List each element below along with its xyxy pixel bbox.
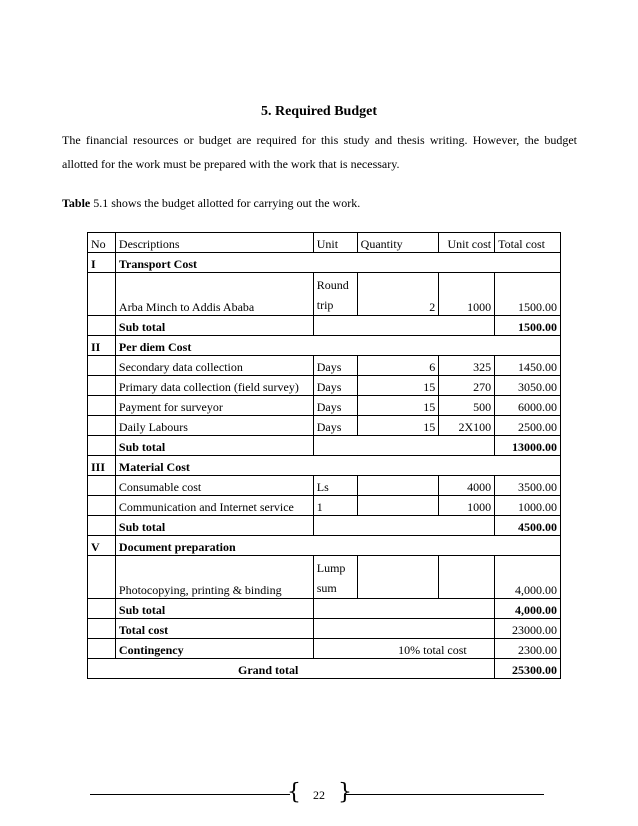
subtotal-row bbox=[88, 599, 561, 619]
table-caption bbox=[62, 196, 360, 211]
cell-unit-cost bbox=[439, 556, 495, 599]
table-row bbox=[88, 476, 561, 496]
cell-description: Daily Labours bbox=[115, 416, 313, 436]
cell-description: Communication and Internet service bbox=[115, 496, 313, 516]
cell-unit: Lump sum bbox=[313, 556, 357, 599]
header-total-cost: Total cost bbox=[495, 233, 561, 253]
cell-total-cost: 3050.00 bbox=[495, 376, 561, 396]
cell-unit-cost: 270 bbox=[439, 376, 495, 396]
header-no: No bbox=[88, 233, 116, 253]
right-brace-ornament: } bbox=[338, 780, 352, 805]
section-row bbox=[88, 536, 561, 556]
cell-description: Photocopying, printing & binding bbox=[115, 556, 313, 599]
cell-no bbox=[88, 416, 116, 436]
table-row bbox=[88, 396, 561, 416]
cell-quantity: 2 bbox=[357, 273, 439, 316]
grand-total-row bbox=[88, 659, 561, 679]
cell-unit: Ls bbox=[313, 476, 357, 496]
grand-total-label: Grand total bbox=[88, 659, 495, 679]
section-row bbox=[88, 456, 561, 476]
table-row bbox=[88, 416, 561, 436]
cell-quantity bbox=[357, 556, 439, 599]
section-row bbox=[88, 253, 561, 273]
section-title: Per diem Cost bbox=[115, 336, 560, 356]
cell-unit-cost: 2X100 bbox=[439, 416, 495, 436]
cell-description: Payment for surveyor bbox=[115, 396, 313, 416]
cell-total-cost: 2500.00 bbox=[495, 416, 561, 436]
cell-unit: 1 bbox=[313, 496, 357, 516]
subtotal-value: 4,000.00 bbox=[495, 599, 561, 619]
subtotal-label: Sub total bbox=[115, 599, 313, 619]
cell-total-cost: 4,000.00 bbox=[495, 556, 561, 599]
cell-no bbox=[88, 556, 116, 599]
cell-description: Secondary data collection bbox=[115, 356, 313, 376]
subtotal-value: 13000.00 bbox=[495, 436, 561, 456]
table-row bbox=[88, 356, 561, 376]
subtotal-label: Sub total bbox=[115, 316, 313, 336]
cell-no bbox=[88, 639, 116, 659]
header-descriptions: Descriptions bbox=[115, 233, 313, 253]
cell-empty bbox=[313, 516, 494, 536]
header-quantity: Quantity bbox=[357, 233, 439, 253]
contingency-value: 2300.00 bbox=[495, 639, 561, 659]
section-heading: 5. Required Budget bbox=[260, 104, 378, 119]
table-row bbox=[88, 496, 561, 516]
cell-empty bbox=[313, 599, 494, 619]
contingency-row bbox=[88, 639, 561, 659]
caption-text: 5.1 shows the budget allotted for carrying out the work. bbox=[90, 196, 361, 210]
total-cost-label: Total cost bbox=[115, 619, 313, 639]
cell-quantity: 15 bbox=[357, 396, 439, 416]
subtotal-label: Sub total bbox=[115, 516, 313, 536]
cell-total-cost: 1500.00 bbox=[495, 273, 561, 316]
cell-no bbox=[88, 476, 116, 496]
budget-table bbox=[87, 232, 561, 679]
total-cost-row bbox=[88, 619, 561, 639]
cell-quantity bbox=[357, 476, 439, 496]
subtotal-row bbox=[88, 436, 561, 456]
section-title: Material Cost bbox=[115, 456, 560, 476]
cell-unit-cost: 4000 bbox=[439, 476, 495, 496]
cell-no bbox=[88, 376, 116, 396]
grand-total-value: 25300.00 bbox=[495, 659, 561, 679]
footer-rule-left bbox=[90, 794, 290, 795]
table-row bbox=[88, 556, 561, 599]
cell-no bbox=[88, 436, 116, 456]
cell-unit: Round trip bbox=[313, 273, 357, 316]
table-row bbox=[88, 376, 561, 396]
cell-no bbox=[88, 273, 116, 316]
cell-description: Consumable cost bbox=[115, 476, 313, 496]
intro-paragraph: The financial resources or budget are required for this study and thesis writing. However, the budget allotted for the work must be prepared with the work that is necessary. bbox=[62, 133, 577, 171]
cell-unit: Days bbox=[313, 396, 357, 416]
cell-no bbox=[88, 396, 116, 416]
cell-no bbox=[88, 619, 116, 639]
subtotal-row bbox=[88, 516, 561, 536]
section-number: I bbox=[88, 253, 116, 273]
cell-unit: Days bbox=[313, 356, 357, 376]
cell-unit-cost: 500 bbox=[439, 396, 495, 416]
section-number: III bbox=[88, 456, 116, 476]
section-title: Transport Cost bbox=[115, 253, 560, 273]
table-header-row bbox=[88, 233, 561, 253]
cell-empty bbox=[313, 316, 494, 336]
header-unit-cost: Unit cost bbox=[439, 233, 495, 253]
cell-quantity: 15 bbox=[357, 416, 439, 436]
cell-no bbox=[88, 496, 116, 516]
cell-total-cost: 3500.00 bbox=[495, 476, 561, 496]
contingency-label: Contingency bbox=[115, 639, 313, 659]
cell-description: Primary data collection (field survey) bbox=[115, 376, 313, 396]
cell-unit-cost: 1000 bbox=[439, 496, 495, 516]
cell-empty bbox=[313, 436, 494, 456]
cell-no bbox=[88, 356, 116, 376]
section-title: Document preparation bbox=[115, 536, 560, 556]
cell-unit-cost: 1000 bbox=[439, 273, 495, 316]
footer-rule-right bbox=[344, 794, 544, 795]
subtotal-label: Sub total bbox=[115, 436, 313, 456]
page-number: 22 bbox=[313, 788, 325, 802]
cell-description: Arba Minch to Addis Ababa bbox=[115, 273, 313, 316]
cell-no bbox=[88, 516, 116, 536]
subtotal-row bbox=[88, 316, 561, 336]
cell-quantity: 15 bbox=[357, 376, 439, 396]
cell-no bbox=[88, 599, 116, 619]
caption-label: Table bbox=[62, 196, 91, 210]
cell-quantity bbox=[357, 496, 439, 516]
header-unit: Unit bbox=[313, 233, 357, 253]
cell-total-cost: 6000.00 bbox=[495, 396, 561, 416]
cell-unit-cost: 325 bbox=[439, 356, 495, 376]
section-number: V bbox=[88, 536, 116, 556]
cell-total-cost: 1000.00 bbox=[495, 496, 561, 516]
cell-empty bbox=[313, 619, 494, 639]
total-cost-value: 23000.00 bbox=[495, 619, 561, 639]
section-row bbox=[88, 336, 561, 356]
contingency-note: 10% total cost bbox=[313, 639, 494, 659]
cell-quantity: 6 bbox=[357, 356, 439, 376]
table-row bbox=[88, 273, 561, 316]
cell-unit: Days bbox=[313, 416, 357, 436]
cell-total-cost: 1450.00 bbox=[495, 356, 561, 376]
left-brace-ornament: { bbox=[287, 780, 301, 805]
cell-no bbox=[88, 316, 116, 336]
section-number: II bbox=[88, 336, 116, 356]
subtotal-value: 4500.00 bbox=[495, 516, 561, 536]
cell-unit: Days bbox=[313, 376, 357, 396]
subtotal-value: 1500.00 bbox=[495, 316, 561, 336]
